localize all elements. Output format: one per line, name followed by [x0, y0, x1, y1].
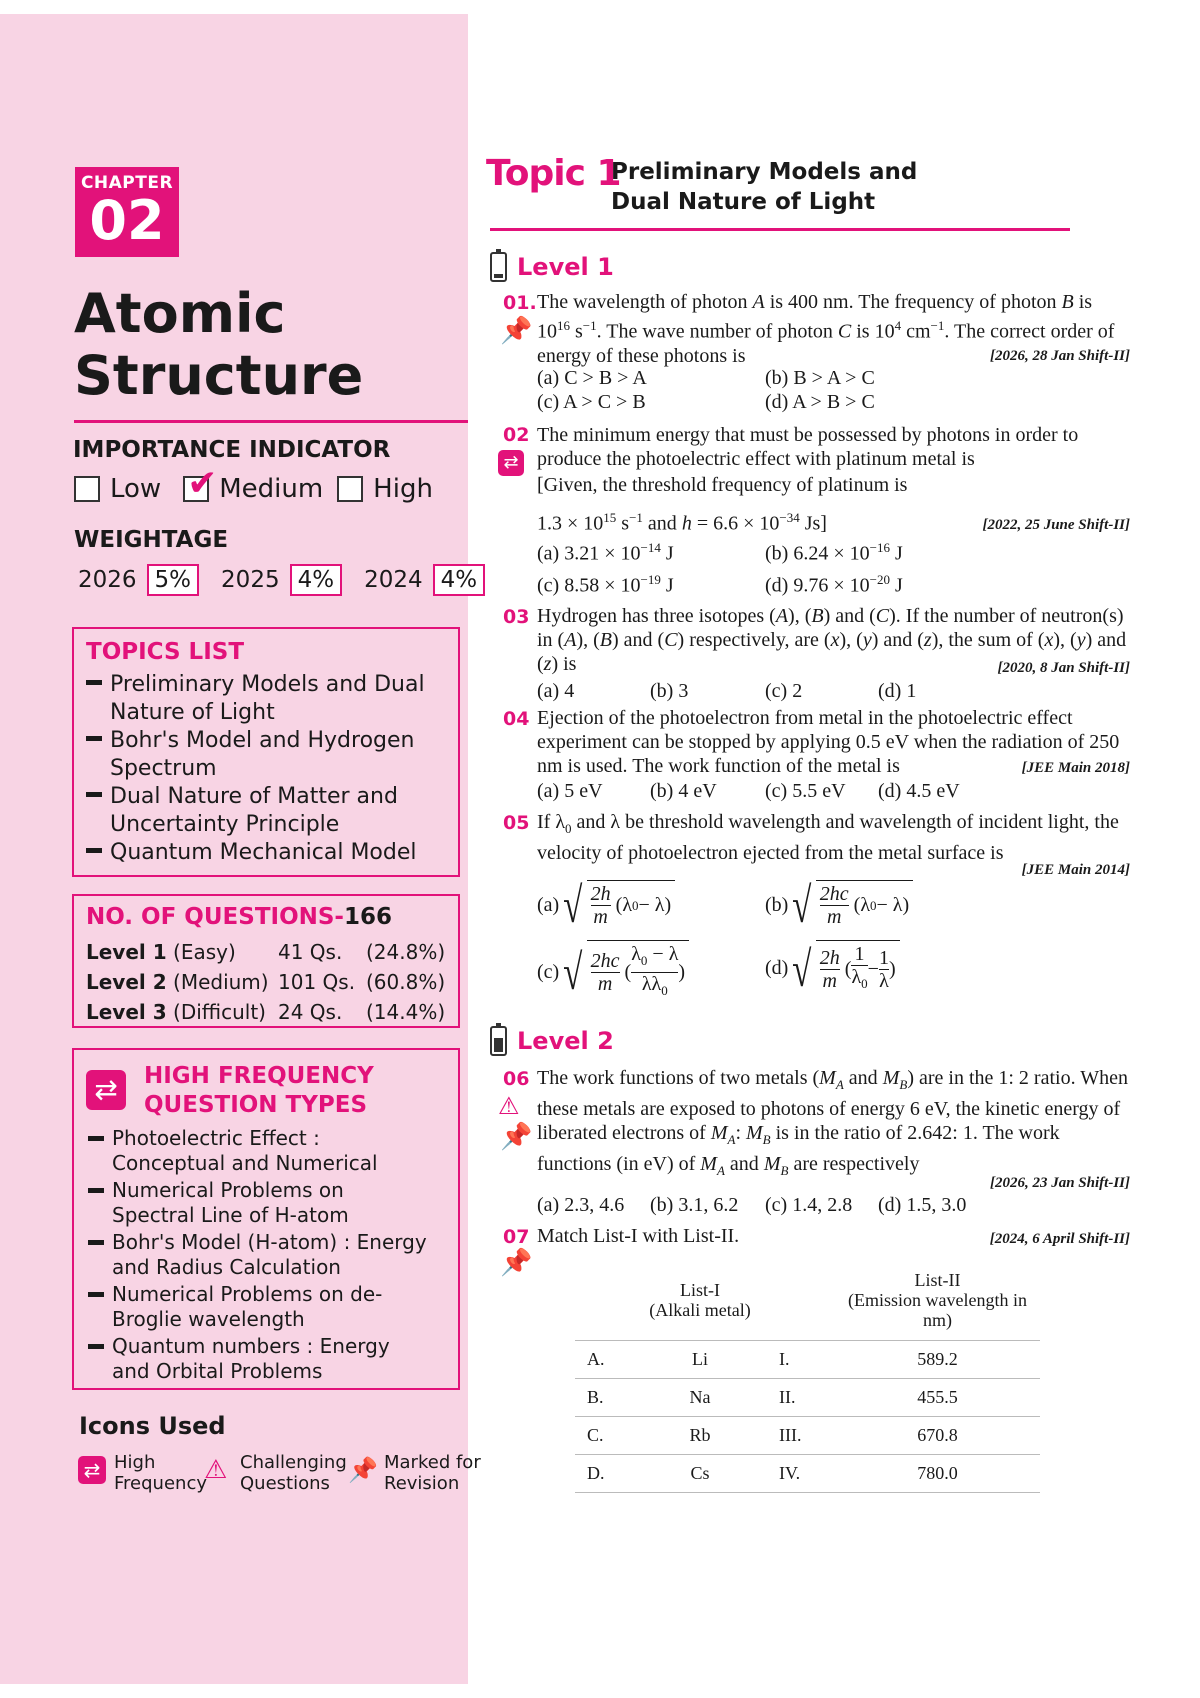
question-number: 04 [503, 708, 530, 730]
level-stat: Level 1 (Easy) 41 Qs. (24.8%) [86, 940, 446, 964]
option-c: (c) $8.58 \times 10^{-19}$ J [537, 572, 674, 597]
chapter-title-line1: Atomic [74, 282, 286, 345]
check-icon: ✔ [187, 463, 218, 504]
divider [74, 420, 468, 423]
pushpin-icon: 📌 [500, 1122, 533, 1152]
question-number: 05 [503, 812, 530, 834]
option-c: (c) A > C > B [537, 391, 646, 413]
level-2-heading: Level 2 [490, 1026, 614, 1056]
topic-item: Dual Nature of Matter and Uncertainty Principle [86, 783, 446, 839]
weightage-year: 2025 [221, 567, 280, 593]
question-text: Ejection of the photoelectron from metal in the photoelectric effect experiment can be stopped by applying 0.5 eV when the radiation of 250 nm is used. The work function of the metal is [537, 707, 1120, 777]
high-frequency-box [72, 1048, 460, 1390]
question-number: 03 [503, 606, 530, 628]
weightage-year: 2024 [364, 567, 423, 593]
option-d: (d) 4.5 eV [878, 780, 960, 802]
medium-checkbox [183, 463, 218, 504]
option-a: (a) √ $\frac{2h}{m}$ (λ 0 − λ) [537, 880, 675, 930]
question-number: 01. [503, 292, 537, 314]
legend-item: ⇄ High Frequency [78, 1452, 207, 1494]
low-checkbox [74, 476, 100, 502]
level-stat: Level 3 (Difficult) 24 Qs. (14.4%) [86, 1000, 446, 1024]
topic-item: Preliminary Models and Dual Nature of Light [86, 671, 446, 727]
option-d: (d) A > B > C [765, 391, 875, 413]
question-text: Match List-I with List-II. [537, 1225, 740, 1247]
question-given: [Given, the threshold frequency of platinum is [537, 474, 908, 496]
challenging-icon: ⚠ [204, 1455, 228, 1485]
question-text: Hydrogen has three isotopes (A), (B) and (C). If the number of neutron(s) in (A), (B) and (C) respectively, are (x), (y) and (z), the sum of (x), (y) and (z) is [537, 605, 1127, 675]
divider [490, 228, 1070, 231]
option-c: (c) 2 [765, 680, 803, 702]
question-source: [2026, 28 Jan Shift-II] [989, 348, 1130, 364]
question-number: 02 [503, 424, 530, 446]
question-source: [JEE Main 2014] [1021, 862, 1130, 878]
high-frequency-icon: ⇄ [498, 450, 524, 476]
option-b: (b) 3 [650, 680, 689, 702]
option-a: (a) $3.21 \times 10^{-14}$ J [537, 540, 674, 565]
option-d: (d) 1 [878, 680, 917, 702]
question-type-item: Numerical Problems on Spectral Line of H-atom [88, 1178, 448, 1228]
table-row: C. Rb III. 670.8 [575, 1417, 1040, 1455]
icons-used-heading: Icons Used [79, 1412, 226, 1440]
option-b: (b) $6.24 \times 10^{-16}$ J [765, 540, 903, 565]
level-stat: Level 2 (Medium) 101 Qs. (60.8%) [86, 970, 446, 994]
high-checkbox [337, 476, 363, 502]
low-label: Low [110, 474, 162, 504]
high-frequency-heading: HIGH FREQUENCY QUESTION TYPES [144, 1063, 374, 1118]
pushpin-icon: 📌 [348, 1456, 378, 1484]
importance-indicator [74, 463, 433, 504]
pushpin-icon: 📌 [500, 1248, 533, 1278]
option-d: (d) 1.5, 3.0 [878, 1194, 967, 1216]
weightage-heading: WEIGHTAGE [74, 527, 229, 553]
table-row: B. Na II. 455.5 [575, 1379, 1040, 1417]
chapter-title [74, 283, 363, 407]
weightage-percent: 4% [433, 564, 486, 596]
table-header: List-I (Alkali metal) List-II (Emission wavelength in nm) [649, 1270, 1027, 1330]
question-source: [2024, 6 April Shift-II] [989, 1231, 1130, 1247]
battery-medium-icon [490, 1026, 507, 1056]
table-row: A. Li I. 589.2 [575, 1341, 1040, 1379]
question-text: The minimum energy that must be possessed by photons in order to produce the photoelectric effect with platinum metal is [537, 424, 1079, 470]
question-type-item: Photoelectric Effect : Conceptual and Numerical [88, 1126, 448, 1176]
question-number: 07 [503, 1226, 530, 1248]
high-label: High [373, 474, 433, 504]
question-source: [JEE Main 2018] [1021, 760, 1130, 776]
high-frequency-icon: ⇄ [86, 1070, 126, 1110]
topic-item: Bohr's Model and Hydrogen Spectrum [86, 727, 446, 783]
question-source: [2026, 23 Jan Shift-II] [989, 1175, 1130, 1191]
topics-list-box [72, 627, 460, 877]
legend-item: ⚠ Challenging Questions [204, 1452, 347, 1494]
match-list-table [575, 1262, 1040, 1493]
battery-low-icon [490, 252, 507, 282]
question-type-item: Quantum numbers : Energy and Orbital Problems [88, 1334, 448, 1384]
option-a: (a) 5 eV [537, 780, 603, 802]
weightage-percent: 4% [290, 564, 343, 596]
weightage-row [78, 564, 507, 596]
question-type-item: Numerical Problems on de-Broglie wavelength [88, 1282, 448, 1332]
importance-heading: IMPORTANCE INDICATOR [73, 437, 391, 463]
chapter-badge [75, 167, 179, 257]
table-row: D. Cs IV. 780.0 [575, 1455, 1040, 1493]
option-b: (b) B > A > C [765, 367, 875, 389]
option-a: (a) 4 [537, 680, 575, 702]
question-text: The wavelength of photon A is 400 nm. The frequency of photon B is $10^{16}$ $s^{-1}$. The wave number of photon C is $10^4$ $cm^{-1}$. The correct order of energy of these photons is [537, 291, 1115, 367]
question-text: If $\lambda_0$ and λ be threshold wavelength and wavelength of incident light, the velocity of photoelectron ejected from the metal surface is [537, 811, 1119, 864]
weightage-percent: 5% [147, 564, 200, 596]
chapter-number: 02 [89, 189, 165, 252]
option-c: (c) √ $\frac{2hc}{m}$ ( $\frac{\lambda_0 - \lambda}{\lambda\lambda_0}$ ) [537, 940, 689, 1004]
option-b: (b) 3.1, 6.2 [650, 1194, 739, 1216]
question-text: The work functions of two metals ($M_A$ and $M_B$) are in the 1: 2 ratio. When these metals are exposed to photons of energy 6 eV, the kinetic energy of liberated electrons of $M_A$: $M_B$ is in the ratio of 2.642: 1. The work functions (in eV) of $M_A$ and $M_B$ are respectively [537, 1067, 1128, 1178]
chapter-title-line2: Structure [74, 344, 364, 407]
question-source: [2020, 8 Jan Shift-II] [997, 660, 1130, 676]
high-frequency-icon: ⇄ [78, 1456, 106, 1484]
pushpin-icon: 📌 [500, 316, 533, 346]
question-source: [2022, 25 June Shift-II] [982, 517, 1130, 533]
topic-number: Topic 1 [486, 153, 621, 194]
option-b: (b) 4 eV [650, 780, 717, 802]
option-a: (a) 2.3, 4.6 [537, 1194, 625, 1216]
topics-heading: TOPICS LIST [86, 639, 245, 665]
legend-item: 📌 Marked for Revision [348, 1452, 481, 1494]
question-count-box [72, 894, 460, 1028]
weightage-year: 2026 [78, 567, 137, 593]
medium-label: Medium [219, 474, 324, 504]
challenging-icon: ⚠ [498, 1092, 520, 1120]
option-c: (c) 1.4, 2.8 [765, 1194, 853, 1216]
option-c: (c) 5.5 eV [765, 780, 846, 802]
chapter-label: CHAPTER [80, 173, 174, 193]
question-count-heading: NO. OF QUESTIONS-166 [86, 904, 392, 930]
topic-title: Preliminary Models and Dual Nature of Light [611, 159, 918, 215]
option-b: (b) √ $\frac{2hc}{m}$ (λ 0 − λ) [765, 880, 913, 930]
question-number: 06 [503, 1068, 530, 1090]
option-d: (d) $9.76 \times 10^{-20}$ J [765, 572, 903, 597]
option-a: (a) C > B > A [537, 367, 647, 389]
option-d: (d) √ $\frac{2h}{m}$ ( $\frac{1}{\lambda_0}$ − $\frac{1}{\lambda}$ ) [765, 940, 900, 997]
question-type-item: Bohr's Model (H-atom) : Energy and Radius Calculation [88, 1230, 448, 1280]
question-given-values: $1.3 \times 10^{15}$ $s^{-1}$ and $h = 6.6 \times 10^{-34}$ Js] [537, 510, 827, 535]
level-1-heading: Level 1 [490, 252, 614, 282]
topic-item: Quantum Mechanical Model [86, 839, 446, 867]
